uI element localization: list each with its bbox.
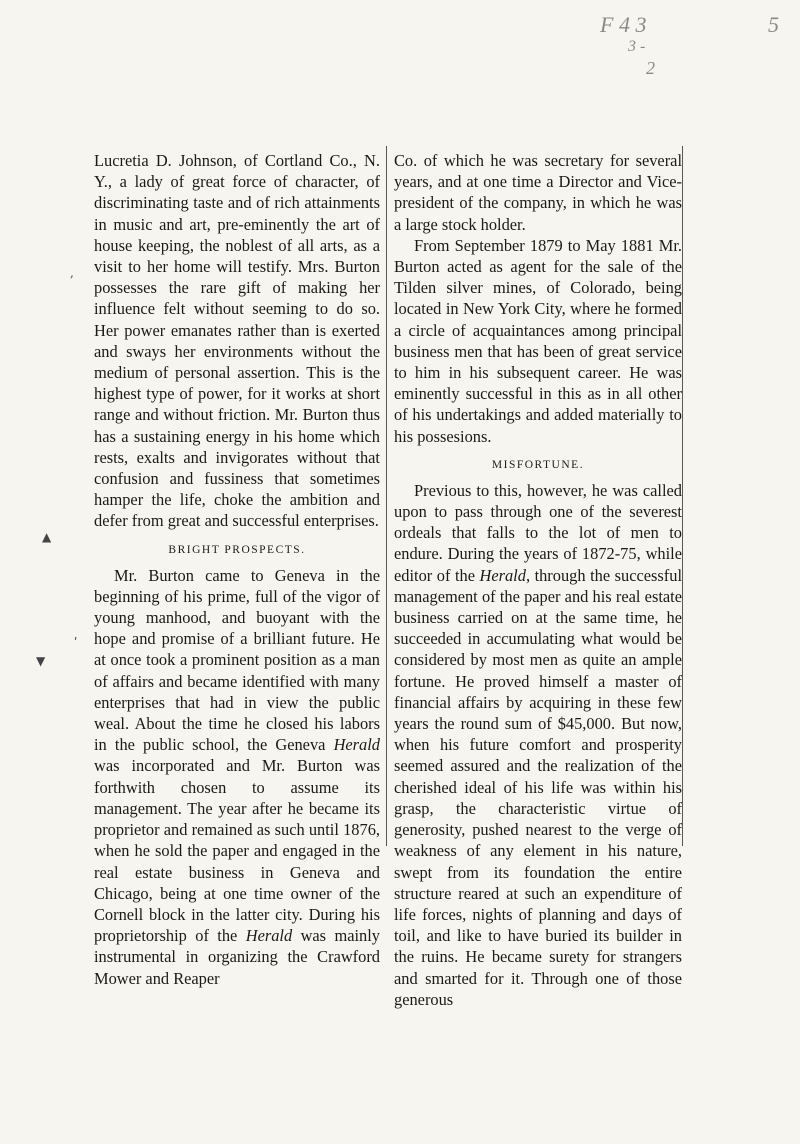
- column-divider: [386, 146, 387, 846]
- page-number: 5: [768, 12, 779, 37]
- left-paragraph-2: Mr. Burton came to Geneva in the beginning of his prime, full of the vigor of young manhood, and buoyant with the hope and promise of a brilliant future. He at once took a prominent position as a man of affairs and became identified with many enterprises that had in view the public weal. About the time he closed his labors in the public school, the Geneva Herald was incorporated and Mr. Burton was forthwith chosen to assume its management. The year after he became its proprietor and remained as such until 1876, when he sold the paper and engaged in the real estate business in Geneva and Chicago, being at one time owner of the Cornell block in the latter city. During his proprietorship of the Herald was mainly instrumental in organizing the Crawford Mower and Reaper: [94, 565, 380, 988]
- column-divider-right: [682, 146, 683, 846]
- section-heading-misfortune: MISFORTUNE.: [491, 458, 585, 471]
- left-paragraph-1: Lucretia D. Johnson, of Cortland Co., N. Y., a lady of great force of character, of discriminating taste and of rich attainments in music and art, pre-eminently the art of house keeping, the noblest of all arts, as a visit to her home will testify. Mrs. Burton possesses the rare gift of making her influence felt without seeming to do so. Her power emanates rather than is exerted and sways her environments without the medium of personal assertion. This is the highest type of power, for it works at short range and without friction. Mr. Burton thus has a sustaining energy in his home which rests, exalts and invigorates without that confusion and fussiness that sometimes hamper the life, choke the ambition and defer from great and successful enterprises.: [94, 151, 380, 531]
- right-paragraph-3: Previous to this, however, he was called upon to pass through one of the severest ordeals that falls to the lot of men to endure. During the years of 1872-75, while editor of the Herald, through the successful management of the paper and his real estate business carried on at the same time, he succeeded in accumulating what would be considered by most men as quite an ample fortune. He proved himself a master of financial affairs by acquiring in these few years the round sum of $45,000. But now, when his future comfort and prosperity seemed assured and the realization of the cherished ideal of his life was within his grasp, the characteristic virtue of generosity, pushed nearest to the verge of weakness of any element in his nature, swept from its foundation the entire structure reared at such an expenditure of life forces, nights of planning and days of toil, and like to have buried its builder in the ruins. He became surety for strangers and smarted for it. Through one of those generous: [394, 480, 682, 1009]
- section-heading-bright-prospects: BRIGHT PROSPECTS.: [168, 543, 306, 556]
- left-column: [94, 150, 380, 989]
- handwritten-note: 3 -: [628, 38, 646, 55]
- margin-mark: ▼: [36, 654, 46, 668]
- handwritten-note: 2: [646, 58, 655, 78]
- right-paragraph-2: From September 1879 to May 1881 Mr. Burton acted as agent for the sale of the Tilden silver mines, of Colorado, being located in New York City, where he formed a circle of acquaintances among principal business men that has been of great service to him in his subsequent career. He was eminently successful in this as in all other of his undertakings and added materially to his possesions.: [394, 235, 682, 446]
- margin-mark: ʹ: [74, 636, 78, 650]
- right-column: [394, 150, 682, 1010]
- margin-mark: ▲: [42, 530, 52, 544]
- handwritten-note: F 4 3: [600, 12, 647, 37]
- right-paragraph-1: Co. of which he was secretary for several years, and at one time a Director and Vice-president of the company, in which he was a large stock holder.: [394, 151, 682, 234]
- margin-mark: ,: [70, 266, 74, 280]
